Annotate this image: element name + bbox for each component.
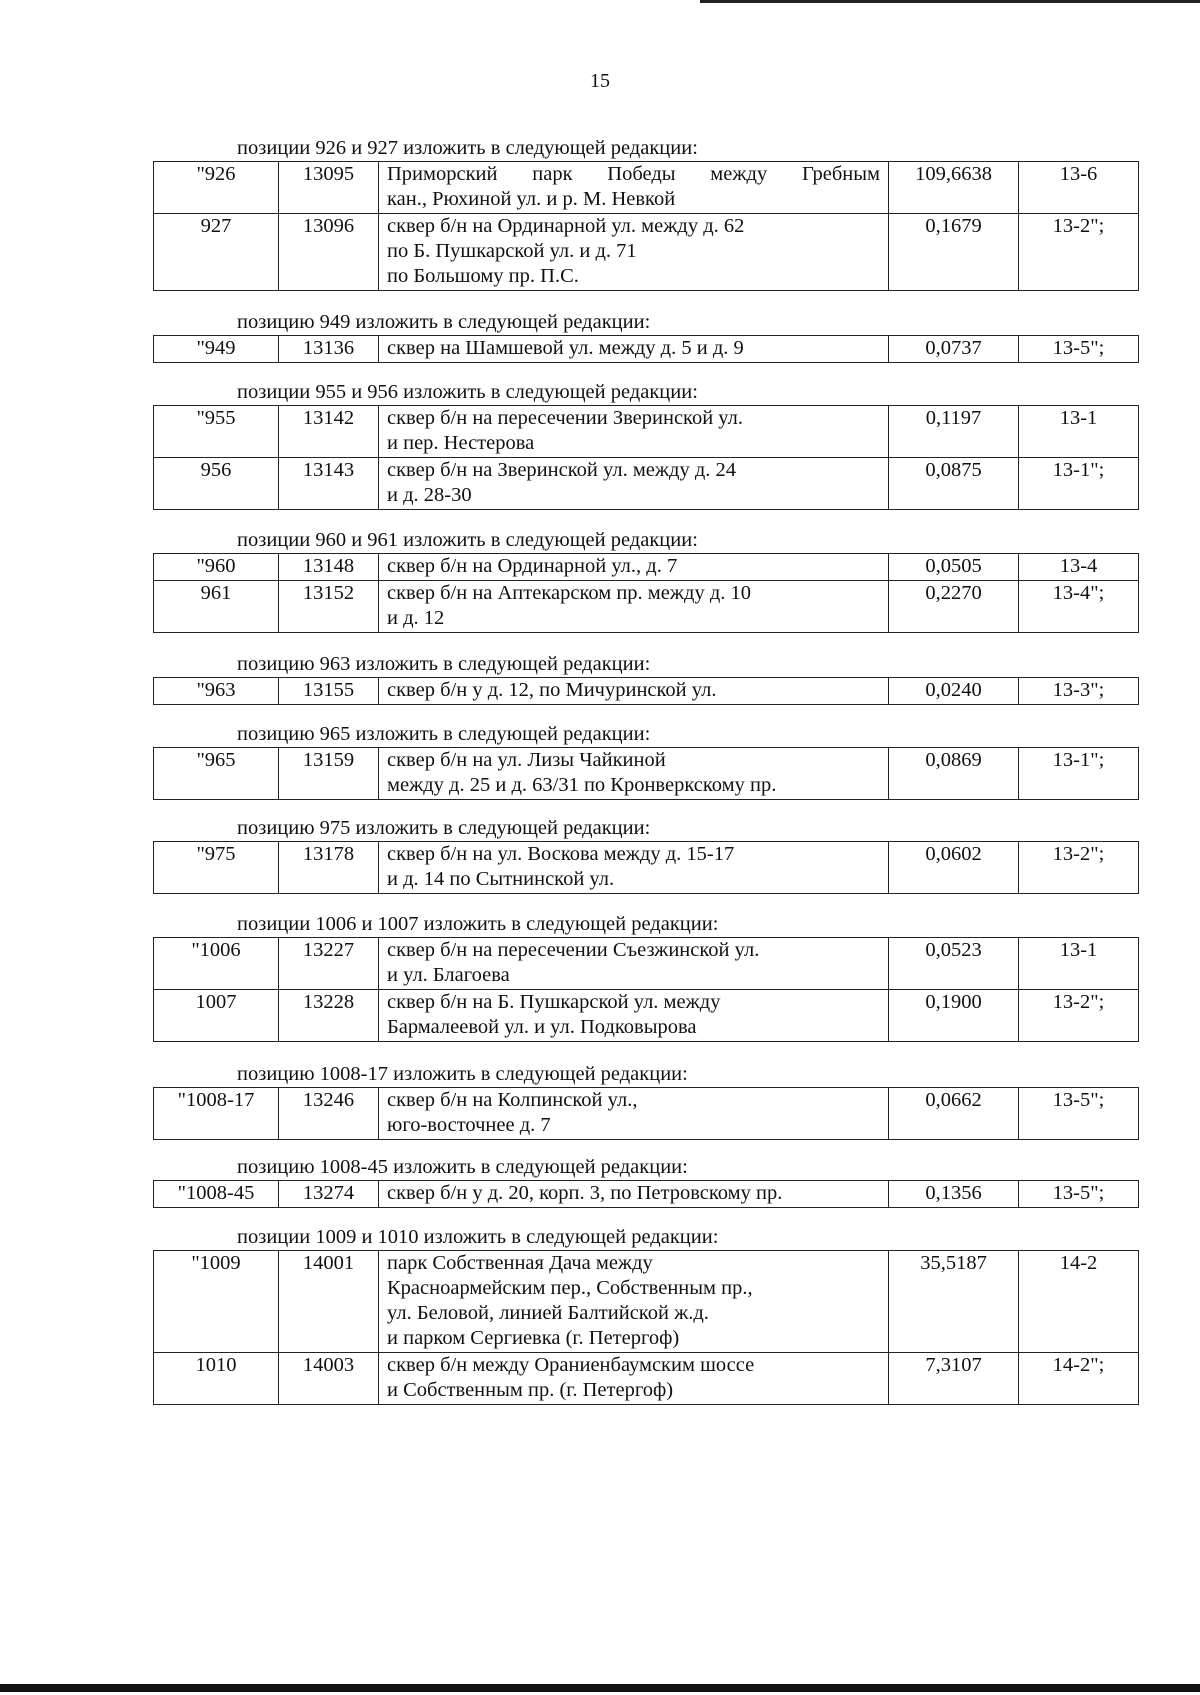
section-title: позиции 960 и 961 изложить в следующей редакции: <box>237 529 698 551</box>
area-value: 0,0875 <box>889 458 1019 510</box>
object-description <box>379 1251 889 1353</box>
object-description <box>379 458 889 510</box>
description-line: сквер б/н на Зверинской ул. между д. 24 <box>387 459 737 481</box>
object-description <box>379 162 889 214</box>
zone-code: 13-1 <box>1019 938 1139 990</box>
area-value: 0,0662 <box>889 1088 1019 1140</box>
zone-code: 13-1"; <box>1019 748 1139 800</box>
area-value: 0,0737 <box>889 336 1019 363</box>
area-value: 0,2270 <box>889 581 1019 633</box>
zone-code: 13-2"; <box>1019 214 1139 291</box>
amendment-section <box>153 912 1138 1042</box>
zone-code: 14-2 <box>1019 1251 1139 1353</box>
position-number: "1006 <box>154 938 279 990</box>
object-description <box>379 1181 889 1208</box>
section-title: позицию 963 изложить в следующей редакции: <box>237 653 651 675</box>
position-number: "975 <box>154 842 279 894</box>
object-description <box>379 1353 889 1405</box>
amendment-section <box>153 1155 1138 1208</box>
amendment-section <box>153 310 1138 363</box>
object-description <box>379 554 889 581</box>
area-value: 0,0602 <box>889 842 1019 894</box>
position-number: 961 <box>154 581 279 633</box>
object-description <box>379 214 889 291</box>
amendment-section <box>153 136 1138 291</box>
description-line: и ул. Благоева <box>387 964 510 986</box>
object-description <box>379 581 889 633</box>
description-line: сквер б/н на пересечении Съезжинской ул. <box>387 939 760 961</box>
table-row <box>154 162 1139 214</box>
table-row <box>154 1181 1139 1208</box>
section-title: позицию 949 изложить в следующей редакции: <box>237 311 651 333</box>
table-row <box>154 581 1139 633</box>
table-row <box>154 990 1139 1042</box>
amendment-table <box>153 1250 1139 1405</box>
position-number: "1008-45 <box>154 1181 279 1208</box>
position-number: 1007 <box>154 990 279 1042</box>
amendment-section <box>153 1225 1138 1405</box>
amendment-section <box>153 722 1138 800</box>
amendment-table <box>153 677 1139 705</box>
description-line: сквер б/н на Колпинской ул., <box>387 1089 638 1111</box>
area-value: 0,0869 <box>889 748 1019 800</box>
zone-code: 13-5"; <box>1019 1088 1139 1140</box>
area-value: 0,1679 <box>889 214 1019 291</box>
zone-code: 13-2"; <box>1019 990 1139 1042</box>
section-title: позиции 926 и 927 изложить в следующей редакции: <box>237 137 698 159</box>
table-row <box>154 336 1139 363</box>
object-code: 13274 <box>279 1181 379 1208</box>
position-number: 956 <box>154 458 279 510</box>
section-title: позицию 1008-45 изложить в следующей редакции: <box>237 1156 688 1178</box>
area-value: 0,1356 <box>889 1181 1019 1208</box>
description-line: по Большому пр. П.С. <box>387 265 579 287</box>
description-line: сквер б/н на Б. Пушкарской ул. между <box>387 991 721 1013</box>
table-row <box>154 214 1139 291</box>
position-number: "926 <box>154 162 279 214</box>
object-description <box>379 990 889 1042</box>
section-title: позицию 965 изложить в следующей редакции: <box>237 723 651 745</box>
amendment-section <box>153 652 1138 705</box>
position-number: "963 <box>154 678 279 705</box>
object-code: 13178 <box>279 842 379 894</box>
description-line: и Собственным пр. (г. Петергоф) <box>387 1379 674 1401</box>
table-row <box>154 554 1139 581</box>
object-description <box>379 678 889 705</box>
object-code: 13228 <box>279 990 379 1042</box>
description-line: кан., Рюхиной ул. и р. М. Невкой <box>387 188 676 210</box>
area-value: 0,1900 <box>889 990 1019 1042</box>
description-line: сквер б/н на ул. Воскова между д. 15-17 <box>387 843 735 865</box>
amendment-table <box>153 937 1139 1042</box>
object-code: 13159 <box>279 748 379 800</box>
amendment-table <box>153 405 1139 510</box>
position-number: "960 <box>154 554 279 581</box>
table-row <box>154 458 1139 510</box>
object-code: 13096 <box>279 214 379 291</box>
section-title: позицию 975 изложить в следующей редакции: <box>237 817 651 839</box>
section-title: позиции 1009 и 1010 изложить в следующей редакции: <box>237 1226 719 1248</box>
area-value: 0,1197 <box>889 406 1019 458</box>
description-line: сквер б/н на ул. Лизы Чайкиной <box>387 749 666 771</box>
amendment-table <box>153 841 1139 894</box>
object-code: 13155 <box>279 678 379 705</box>
zone-code: 13-6 <box>1019 162 1139 214</box>
description-line: и пер. Нестерова <box>387 432 535 454</box>
description-line: Приморский парк Победы между Гребным <box>387 163 880 185</box>
object-code: 13227 <box>279 938 379 990</box>
amendment-section <box>153 1062 1138 1140</box>
object-description <box>379 748 889 800</box>
area-value: 7,3107 <box>889 1353 1019 1405</box>
object-code: 13142 <box>279 406 379 458</box>
zone-code: 13-1 <box>1019 406 1139 458</box>
description-line: сквер б/н на пересечении Зверинской ул. <box>387 407 744 429</box>
description-line: парк Собственная Дача между <box>387 1252 653 1274</box>
table-row <box>154 406 1139 458</box>
position-number: "1008-17 <box>154 1088 279 1140</box>
amendment-table <box>153 335 1139 363</box>
description-line: сквер б/н между Ораниенбаумским шоссе <box>387 1354 755 1376</box>
amendment-section <box>153 816 1138 894</box>
description-line: между д. 25 и д. 63/31 по Кронверкскому пр. <box>387 774 777 796</box>
amendment-table <box>153 747 1139 800</box>
position-number: 927 <box>154 214 279 291</box>
amendment-section <box>153 380 1138 510</box>
zone-code: 13-1"; <box>1019 458 1139 510</box>
table-row <box>154 938 1139 990</box>
object-description <box>379 842 889 894</box>
description-line: ул. Беловой, линией Балтийской ж.д. <box>387 1302 709 1324</box>
area-value: 109,6638 <box>889 162 1019 214</box>
object-description <box>379 1088 889 1140</box>
description-line: юго-восточнее д. 7 <box>387 1114 551 1136</box>
description-line: и д. 28-30 <box>387 484 472 506</box>
zone-code: 13-3"; <box>1019 678 1139 705</box>
object-code: 14001 <box>279 1251 379 1353</box>
description-line: и парком Сергиевка (г. Петергоф) <box>387 1327 680 1349</box>
table-row <box>154 1088 1139 1140</box>
description-line: Бармалеевой ул. и ул. Подковырова <box>387 1016 697 1038</box>
section-title: позицию 1008-17 изложить в следующей редакции: <box>237 1063 688 1085</box>
object-description <box>379 336 889 363</box>
amendment-table <box>153 553 1139 633</box>
description-line: сквер б/н у д. 20, корп. 3, по Петровскому пр. <box>387 1182 783 1204</box>
position-number: "1009 <box>154 1251 279 1353</box>
description-line: и д. 14 по Сытнинской ул. <box>387 868 615 890</box>
position-number: "955 <box>154 406 279 458</box>
description-line: и д. 12 <box>387 607 445 629</box>
table-row <box>154 1251 1139 1353</box>
bottom-border-rule <box>0 1684 1200 1692</box>
page-number: 15 <box>590 70 610 92</box>
zone-code: 14-2"; <box>1019 1353 1139 1405</box>
description-line: сквер на Шамшевой ул. между д. 5 и д. 9 <box>387 337 744 359</box>
position-number: "965 <box>154 748 279 800</box>
description-line: сквер б/н на Ординарной ул., д. 7 <box>387 555 678 577</box>
zone-code: 13-5"; <box>1019 1181 1139 1208</box>
object-code: 13246 <box>279 1088 379 1140</box>
zone-code: 13-4 <box>1019 554 1139 581</box>
description-line: сквер б/н у д. 12, по Мичуринской ул. <box>387 679 717 701</box>
amendment-section <box>153 528 1138 633</box>
position-number: "949 <box>154 336 279 363</box>
area-value: 0,0523 <box>889 938 1019 990</box>
description-line: сквер б/н на Аптекарском пр. между д. 10 <box>387 582 752 604</box>
object-code: 14003 <box>279 1353 379 1405</box>
position-number: 1010 <box>154 1353 279 1405</box>
zone-code: 13-5"; <box>1019 336 1139 363</box>
zone-code: 13-2"; <box>1019 842 1139 894</box>
table-row <box>154 842 1139 894</box>
description-line: сквер б/н на Ординарной ул. между д. 62 <box>387 215 745 237</box>
area-value: 0,0505 <box>889 554 1019 581</box>
zone-code: 13-4"; <box>1019 581 1139 633</box>
amendment-table <box>153 161 1139 291</box>
table-row <box>154 748 1139 800</box>
area-value: 35,5187 <box>889 1251 1019 1353</box>
object-description <box>379 938 889 990</box>
object-code: 13143 <box>279 458 379 510</box>
description-line: Красноармейским пер., Собственным пр., <box>387 1277 753 1299</box>
amendment-table <box>153 1180 1139 1208</box>
object-code: 13136 <box>279 336 379 363</box>
object-code: 13095 <box>279 162 379 214</box>
table-row <box>154 678 1139 705</box>
amendment-table <box>153 1087 1139 1140</box>
area-value: 0,0240 <box>889 678 1019 705</box>
description-line: по Б. Пушкарской ул. и д. 71 <box>387 240 637 262</box>
section-title: позиции 1006 и 1007 изложить в следующей редакции: <box>237 913 719 935</box>
section-title: позиции 955 и 956 изложить в следующей редакции: <box>237 381 698 403</box>
object-code: 13152 <box>279 581 379 633</box>
object-description <box>379 406 889 458</box>
table-row <box>154 1353 1139 1405</box>
object-code: 13148 <box>279 554 379 581</box>
top-border-rule <box>700 0 1200 3</box>
